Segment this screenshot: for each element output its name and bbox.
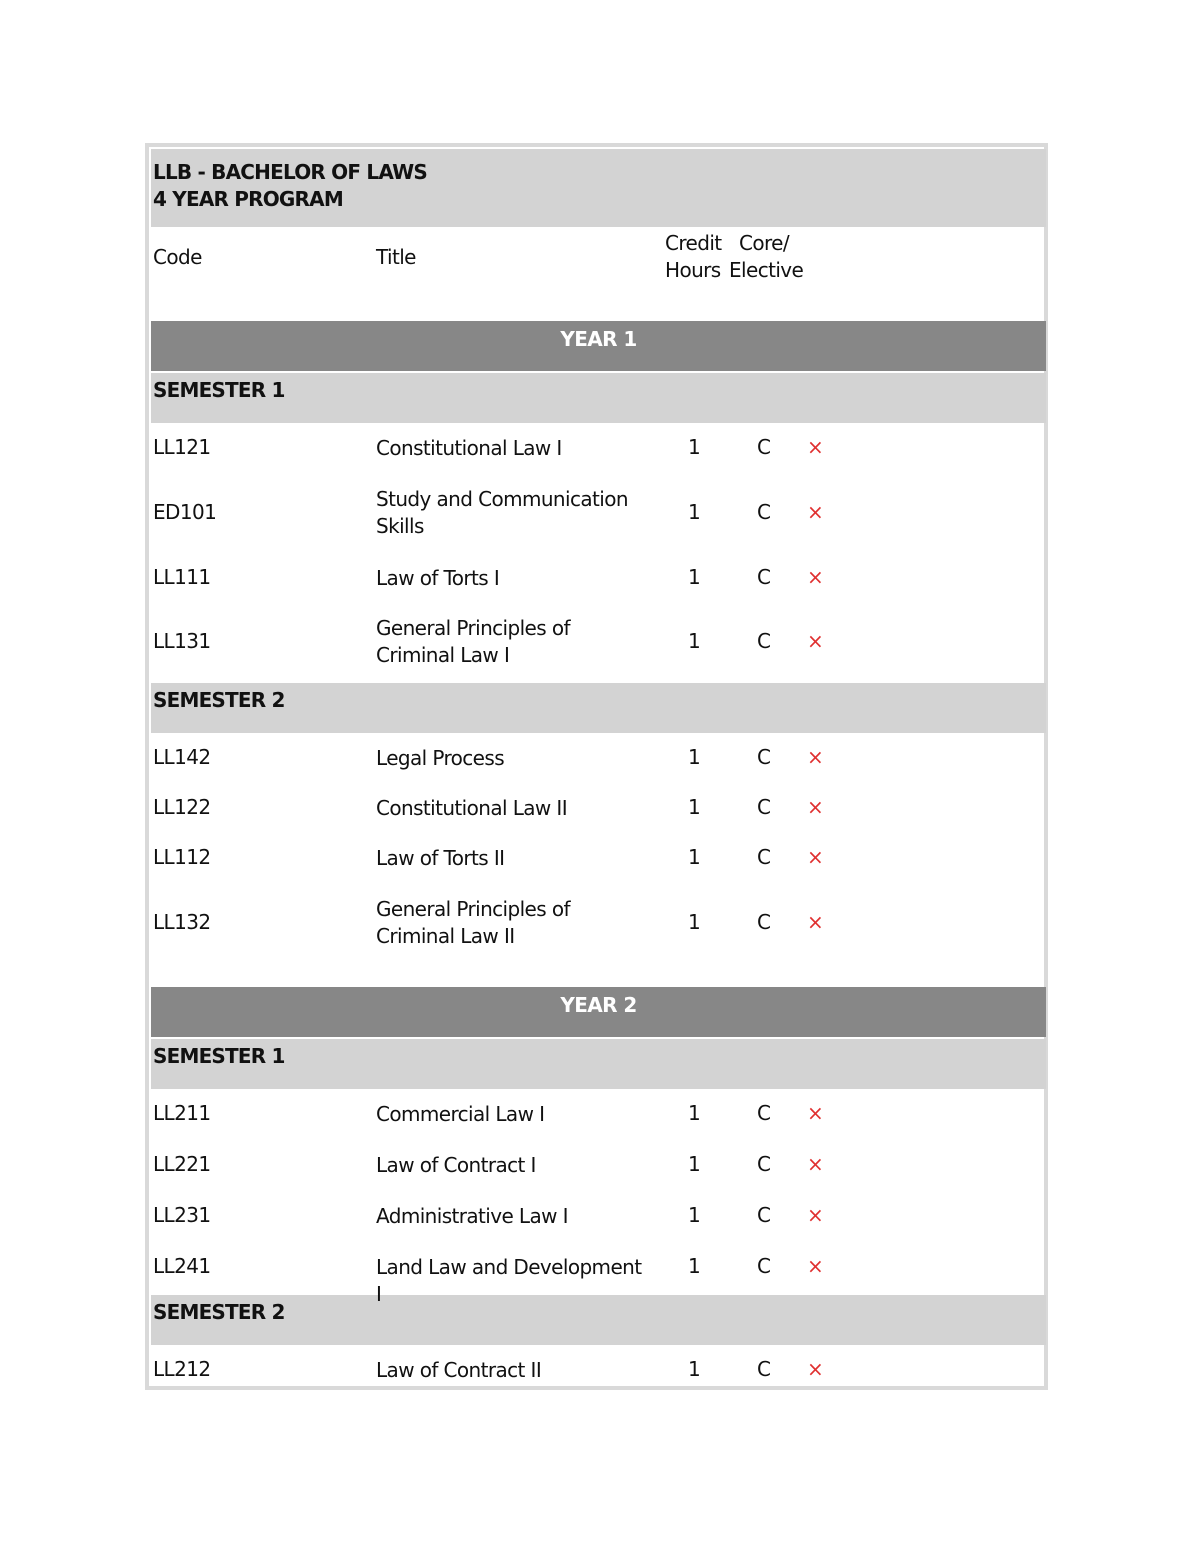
column-header-code: Code <box>153 245 202 269</box>
program-title-line2: 4 YEAR PROGRAM <box>153 187 343 211</box>
year-heading: YEAR 2 <box>151 987 1046 1037</box>
course-title: Administrative Law I <box>376 1204 568 1228</box>
course-core-elective: C <box>757 1203 771 1227</box>
column-header-credit-line2: Hours <box>665 258 721 282</box>
course-core-elective: C <box>757 845 771 869</box>
course-title: Commercial Law I <box>376 1102 545 1126</box>
course-row <box>151 783 1046 833</box>
course-title: Study and Communication Skills <box>376 487 628 538</box>
course-credit-hours: 1 <box>688 1203 701 1227</box>
column-header-core-line1: Core/ <box>739 231 790 255</box>
course-title: General Principles of Criminal Law I <box>376 616 570 667</box>
remove-course-icon[interactable]: × <box>807 745 824 769</box>
course-credit-hours: 1 <box>688 795 701 819</box>
course-title: Law of Torts I <box>376 566 500 590</box>
remove-course-icon[interactable]: × <box>807 1203 824 1227</box>
remove-course-icon[interactable]: × <box>807 1101 824 1125</box>
remove-course-icon[interactable]: × <box>807 565 824 589</box>
course-code: LL112 <box>153 845 211 869</box>
course-code: LL131 <box>153 629 211 653</box>
program-title <box>151 149 1046 227</box>
remove-course-icon[interactable]: × <box>807 845 824 869</box>
column-header-row <box>151 227 1046 321</box>
course-row <box>151 603 1046 681</box>
course-code: LL241 <box>153 1254 211 1278</box>
course-code: LL221 <box>153 1152 211 1176</box>
course-core-elective: C <box>757 1254 771 1278</box>
course-title: Law of Contract II <box>376 1358 542 1382</box>
course-credit-hours: 1 <box>688 1254 701 1278</box>
course-row <box>151 1191 1046 1241</box>
course-code: LL122 <box>153 795 211 819</box>
course-row <box>151 1139 1046 1191</box>
remove-course-icon[interactable]: × <box>807 500 824 524</box>
course-core-elective: C <box>757 1357 771 1381</box>
remove-course-icon[interactable]: × <box>807 1357 824 1381</box>
course-code: LL212 <box>153 1357 211 1381</box>
course-core-elective: C <box>757 435 771 459</box>
course-row <box>151 1089 1046 1139</box>
course-row <box>151 1241 1046 1306</box>
course-title: Law of Torts II <box>376 846 505 870</box>
course-core-elective: C <box>757 795 771 819</box>
course-code: LL142 <box>153 745 211 769</box>
course-title: Land Law and Development I <box>376 1255 642 1306</box>
program-title-line1: LLB - BACHELOR OF LAWS <box>153 160 427 184</box>
course-title: Constitutional Law I <box>376 436 562 460</box>
course-row <box>151 553 1046 603</box>
remove-course-icon[interactable]: × <box>807 629 824 653</box>
course-core-elective: C <box>757 629 771 653</box>
course-credit-hours: 1 <box>688 1357 701 1381</box>
semester-heading: SEMESTER 2 <box>151 1295 1046 1345</box>
course-credit-hours: 1 <box>688 745 701 769</box>
semester-heading: SEMESTER 1 <box>151 373 1046 423</box>
program-table <box>145 143 1048 1390</box>
course-credit-hours: 1 <box>688 845 701 869</box>
course-row <box>151 473 1046 553</box>
semester-heading: SEMESTER 2 <box>151 683 1046 733</box>
course-credit-hours: 1 <box>688 1152 701 1176</box>
course-core-elective: C <box>757 1101 771 1125</box>
course-core-elective: C <box>757 745 771 769</box>
semester-heading: SEMESTER 1 <box>151 1039 1046 1089</box>
course-credit-hours: 1 <box>688 435 701 459</box>
remove-course-icon[interactable]: × <box>807 910 824 934</box>
course-credit-hours: 1 <box>688 1101 701 1125</box>
course-code: LL211 <box>153 1101 211 1125</box>
column-header-core-line2: Elective <box>729 258 804 282</box>
column-header-credit-line1: Credit <box>665 231 722 255</box>
course-title: Law of Contract I <box>376 1153 536 1177</box>
course-code: LL111 <box>153 565 211 589</box>
program-table-body <box>151 149 1046 1395</box>
remove-course-icon[interactable]: × <box>807 795 824 819</box>
course-code: ED101 <box>153 500 217 524</box>
course-row <box>151 883 1046 963</box>
course-credit-hours: 1 <box>688 629 701 653</box>
year-heading: YEAR 1 <box>151 321 1046 371</box>
remove-course-icon[interactable]: × <box>807 1254 824 1278</box>
course-core-elective: C <box>757 565 771 589</box>
course-credit-hours: 1 <box>688 500 701 524</box>
remove-course-icon[interactable]: × <box>807 1152 824 1176</box>
course-row <box>151 833 1046 883</box>
course-code: LL132 <box>153 910 211 934</box>
course-core-elective: C <box>757 1152 771 1176</box>
course-row <box>151 733 1046 783</box>
course-rows <box>151 321 1046 1395</box>
course-credit-hours: 1 <box>688 910 701 934</box>
year-spacer <box>151 963 1046 987</box>
course-title: General Principles of Criminal Law II <box>376 897 570 948</box>
course-row <box>151 423 1046 473</box>
remove-course-icon[interactable]: × <box>807 435 824 459</box>
column-header-title: Title <box>376 245 416 269</box>
course-code: LL121 <box>153 435 211 459</box>
course-core-elective: C <box>757 500 771 524</box>
course-code: LL231 <box>153 1203 211 1227</box>
course-title: Legal Process <box>376 746 505 770</box>
course-core-elective: C <box>757 910 771 934</box>
course-row <box>151 1345 1046 1395</box>
course-credit-hours: 1 <box>688 565 701 589</box>
course-title: Constitutional Law II <box>376 796 568 820</box>
